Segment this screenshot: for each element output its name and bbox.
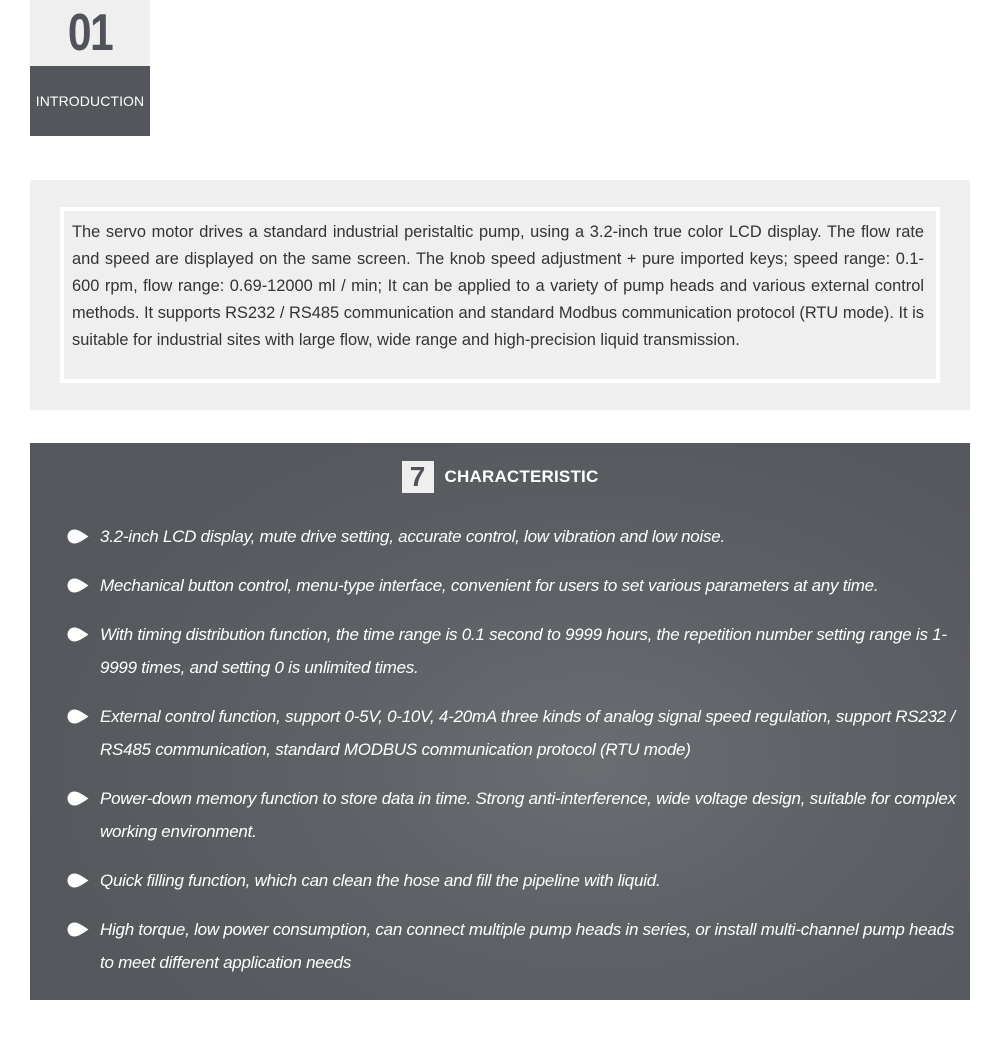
bullet-teardrop-icon [67, 922, 89, 937]
characteristic-text: High torque, low power consumption, can connect multiple pump heads in series, or install multi-channel pump heads to meet different application needs [100, 920, 955, 972]
characteristic-text: 3.2-inch LCD display, mute drive setting, accurate control, low vibration and low noise. [100, 527, 725, 546]
characteristic-text: With timing distribution function, the time range is 0.1 second to 9999 hours, the repetition number setting range is 1-9999 times, and setting 0 is unlimited times. [100, 625, 947, 677]
bullet-teardrop-icon [67, 578, 89, 593]
bullet-teardrop-icon [67, 873, 89, 888]
characteristics-list [67, 520, 970, 995]
bullet-teardrop-icon [67, 529, 89, 544]
characteristic-text: Quick filling function, which can clean the hose and fill the pipeline with liquid. [100, 871, 661, 890]
section-number: 01 [41, 0, 139, 66]
characteristic-item [67, 864, 970, 897]
description-text: The servo motor drives a standard industrial peristaltic pump, using a 3.2-inch true color LCD display. The flow rate and speed are displayed on the same screen. The knob speed adjustment + pure imported keys; speed range: 0.1-600 rpm, flow range: 0.69-12000 ml / min; It can be applied to a variety of pump heads and various external control methods. It supports RS232 / RS485 communication and standard Modbus communication protocol (RTU mode). It is suitable for industrial sites with large flow, wide range and high-precision liquid transmission. [72, 223, 924, 349]
characteristics-header [30, 461, 970, 493]
bullet-teardrop-icon [67, 627, 89, 642]
section-number-box [30, 0, 150, 66]
characteristic-text: Power-down memory function to store data in time. Strong anti-interference, wide voltage design, suitable for complex working environment. [100, 789, 956, 841]
characteristic-item [67, 520, 970, 553]
characteristic-item [67, 782, 970, 848]
bullet-teardrop-icon [67, 791, 89, 806]
description-box [60, 207, 940, 383]
characteristics-title: CHARACTERISTIC [444, 467, 599, 486]
characteristic-item [67, 569, 970, 602]
characteristics-panel [30, 443, 970, 1000]
characteristic-item [67, 913, 970, 979]
bullet-teardrop-icon [67, 709, 89, 724]
characteristic-item [67, 618, 970, 684]
section-label: INTRODUCTION [30, 66, 150, 136]
characteristics-number: 7 [402, 461, 434, 493]
characteristic-item [67, 700, 970, 766]
characteristic-text: External control function, support 0-5V, 0-10V, 4-20mA three kinds of analog signal speed regulation, support RS232 / RS485 communication, standard MODBUS communication protocol (RTU mode) [100, 707, 955, 759]
characteristic-text: Mechanical button control, menu-type interface, convenient for users to set various parameters at any time. [100, 576, 879, 595]
section-badge-introduction [30, 0, 150, 136]
description-panel [30, 180, 970, 410]
